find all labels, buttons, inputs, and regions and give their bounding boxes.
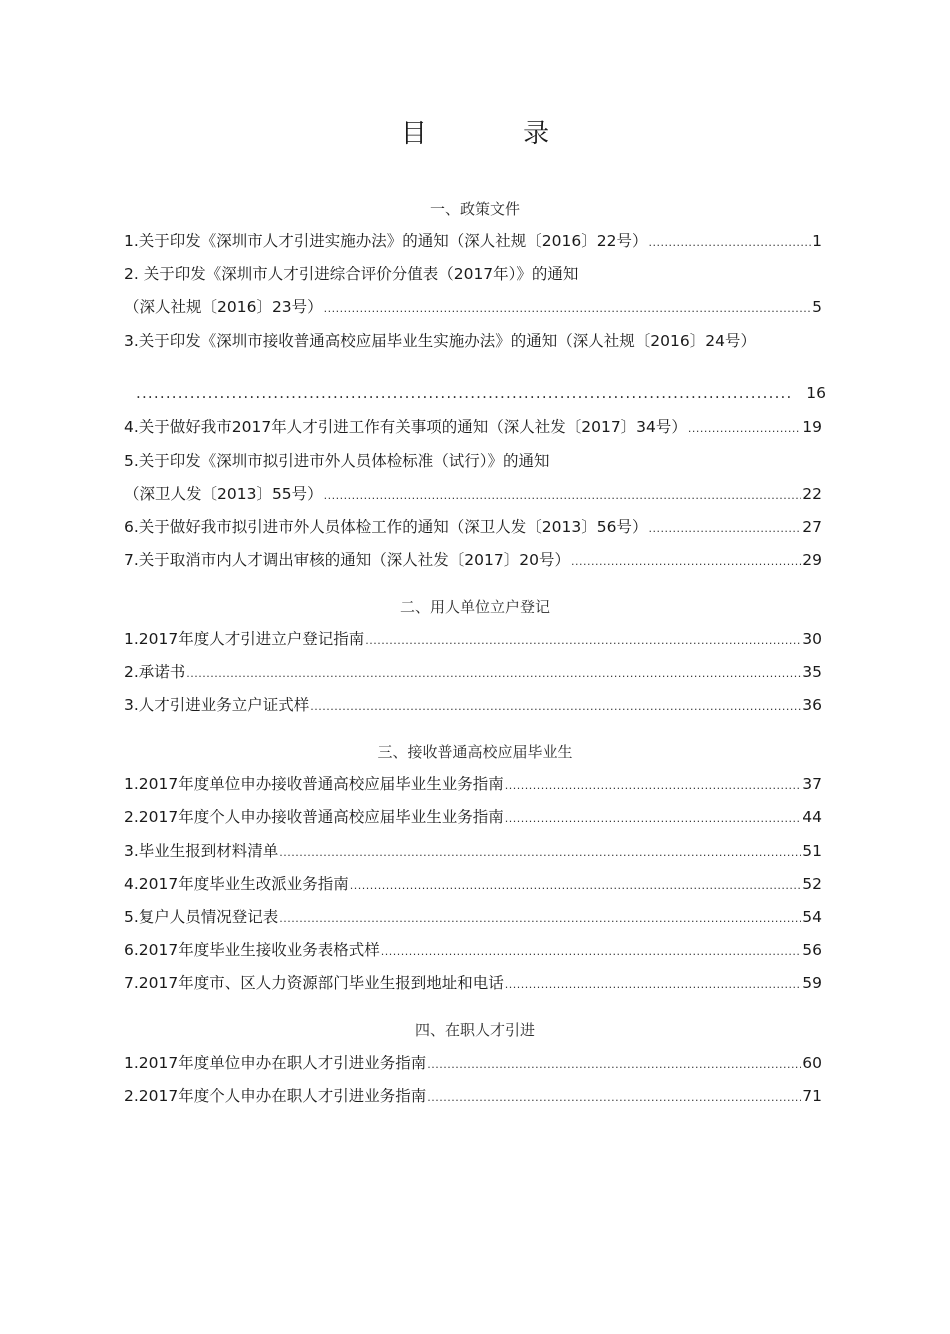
toc-entry-text: 7.2017年度市、区人力资源部门毕业生报到地址和电话 (124, 974, 504, 992)
toc-entry-text: 3.毕业生报到材料清单 (124, 842, 279, 860)
toc-entry-page: 59 (802, 974, 822, 992)
toc-entry[interactable] (124, 693, 822, 717)
page-title: 目 录 (400, 119, 594, 149)
toc-entry-page: 35 (802, 663, 822, 681)
toc-entry-page: 19 (802, 418, 822, 436)
toc-entry-text: 3.人才引进业务立户证式样 (124, 696, 310, 714)
toc-entry-text: （深卫人发〔2013〕55号） (124, 485, 323, 503)
toc-entry-text: 2.2017年度个人申办接收普通高校应届毕业生业务指南 (124, 808, 504, 826)
toc-entry[interactable] (124, 938, 822, 962)
toc-entry[interactable] (124, 295, 822, 319)
toc-entry-page: 37 (802, 775, 822, 793)
toc-entry[interactable] (124, 548, 822, 572)
toc-entry-page: 5 (812, 298, 822, 316)
toc-entry[interactable] (124, 627, 822, 651)
toc-entry[interactable] (124, 415, 822, 439)
toc-entry-text: 1.关于印发《深圳市人才引进实施办法》的通知（深人社规〔2016〕22号） (124, 232, 648, 250)
toc-entry-page: 29 (802, 551, 822, 569)
toc-entry-line1[interactable]: 3.关于印发《深圳市接收普通高校应届毕业生实施办法》的通知（深人社规〔2016〕24号） (124, 332, 756, 350)
toc-entry-page: 1 (812, 232, 822, 250)
toc-entry-text: 6.关于做好我市拟引进市外人员体检工作的通知（深卫人发〔2013〕56号） (124, 518, 648, 536)
toc-entry-text: 5.复户人员情况登记表 (124, 908, 279, 926)
section-heading-graduates: 三、接收普通高校应届毕业生 (377, 743, 573, 761)
section-heading-unit-registration: 二、用人单位立户登记 (399, 598, 550, 616)
toc-entry-page: 30 (802, 630, 822, 648)
toc-entry[interactable] (124, 660, 822, 684)
dot-leader (324, 297, 811, 321)
dot-leader (648, 231, 811, 255)
toc-entry[interactable] (124, 971, 822, 995)
toc-entry[interactable] (124, 515, 822, 539)
toc-entry-page: 44 (802, 808, 822, 826)
toc-entry-page: 52 (802, 875, 822, 893)
toc-entry-text: 2.承诺书 (124, 663, 186, 681)
dot-leader (427, 1086, 801, 1110)
toc-entry-text: 4.关于做好我市2017年人才引进工作有关事项的通知（深人社发〔2017〕34号） (124, 418, 687, 436)
dot-leader (324, 484, 802, 508)
dot-leader (350, 874, 802, 898)
dot-leader (279, 907, 801, 931)
toc-entry[interactable] (124, 229, 822, 253)
toc-entry[interactable] (124, 1084, 822, 1108)
toc-entry-text: 6.2017年度毕业生接收业务表格式样 (124, 941, 380, 959)
toc-entry[interactable] (124, 772, 822, 796)
toc-entry-page: 16 (806, 384, 826, 402)
section-heading-policy: 一、政策文件 (429, 200, 520, 218)
toc-entry[interactable] (124, 805, 822, 829)
toc-entry-page: 36 (802, 696, 822, 714)
dot-leader (427, 1053, 801, 1077)
toc-entry-text: 2.2017年度个人申办在职人才引进业务指南 (124, 1087, 427, 1105)
toc-entry-page: 71 (802, 1087, 822, 1105)
toc-entry-page: 60 (802, 1054, 822, 1072)
dot-leader (505, 807, 802, 831)
toc-entry-page: 27 (802, 518, 822, 536)
toc-entry-text: 1.2017年度人才引进立户登记指南 (124, 630, 365, 648)
dot-leader (186, 662, 801, 686)
dot-leader (648, 517, 801, 541)
toc-entry-page: 51 (802, 842, 822, 860)
dot-leader (310, 695, 801, 719)
dot-leader (365, 629, 801, 653)
toc-entry[interactable] (124, 839, 822, 863)
dot-leader (571, 550, 801, 574)
section-heading-incumbent-talent: 四、在职人才引进 (414, 1021, 535, 1039)
toc-entry-page: 22 (802, 485, 822, 503)
dot-leader (381, 940, 802, 964)
toc-entry-text: 7.关于取消市内人才调出审核的通知（深人社发〔2017〕20号） (124, 551, 570, 569)
toc-entry[interactable] (124, 905, 822, 929)
toc-entry-page: 54 (802, 908, 822, 926)
toc-entry[interactable] (136, 381, 826, 405)
toc-entry-text: 4.2017年度毕业生改派业务指南 (124, 875, 349, 893)
dot-leader (279, 841, 801, 865)
dot-leader (688, 417, 801, 441)
toc-entry-line1[interactable]: 5.关于印发《深圳市拟引进市外人员体检标准（试行）》的通知 (124, 452, 550, 470)
dot-leader (136, 381, 790, 405)
dot-leader (505, 973, 802, 997)
toc-entry-text: 1.2017年度单位申办在职人才引进业务指南 (124, 1054, 427, 1072)
toc-entry[interactable] (124, 482, 822, 506)
toc-entry[interactable] (124, 1051, 822, 1075)
toc-entry-text: （深人社规〔2016〕23号） (124, 298, 323, 316)
toc-entry-line1[interactable]: 2. 关于印发《深圳市人才引进综合评价分值表（2017年）》的通知 (124, 265, 579, 283)
dot-leader (505, 774, 802, 798)
toc-entry-page: 56 (802, 941, 822, 959)
toc-entry[interactable] (124, 872, 822, 896)
toc-entry-text: 1.2017年度单位申办接收普通高校应届毕业生业务指南 (124, 775, 504, 793)
